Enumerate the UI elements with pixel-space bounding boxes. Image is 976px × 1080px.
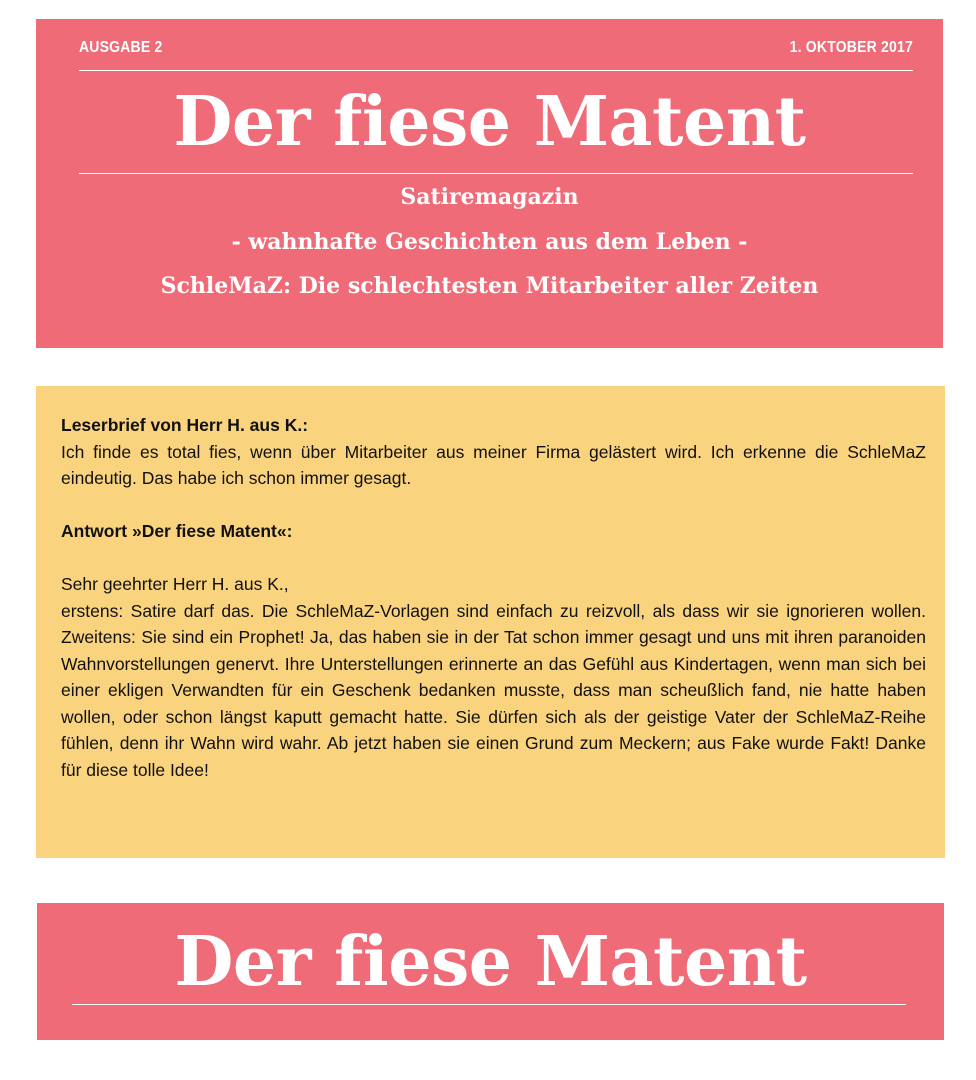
issue-number: AUSGABE 2: [79, 37, 163, 56]
issue-date: 1. OKTOBER 2017: [789, 37, 913, 56]
series-title: SchleMaZ: Die schlechtesten Mitarbeiter aller Zeiten: [160, 273, 819, 299]
reply-text: erstens: Satire darf das. Die SchleMaZ-Vorlagen sind einfach zu reizvoll, als dass wir sie ignorieren wollen. Zweitens: Sie sind ein Prophet! Ja, das haben sie in der Tat schon immer gesagt und uns mit ihren paranoiden Wahnvorstellungen genervt. Ihre Unterstellungen erinnerte an das Gefühl aus Kindertagen, wenn man sich bei einer ekligen Verwandten für ein Geschenk bedanken musste, dass man scheußlich fand, nie hatte haben wollen, oder schon längst kaputt gemacht hatte. Sie dürfen sich als der geistige Vater der SchleMaZ-Reihe fühlen, denn ihr Wahn wird wahr. Ab jetzt haben sie einen Grund zum Meckern; aus Fake wurde Fakt! Danke für diese tolle Idee!: [61, 600, 926, 780]
masthead-top-divider: [79, 70, 913, 71]
magazine-title: Der fiese Matent: [173, 82, 806, 162]
reply-salutation: Sehr geehrter Herr H. aus K.,: [61, 574, 289, 594]
reader-letter-content: [61, 412, 926, 783]
footer-masthead: [37, 903, 944, 1040]
masthead-meta-row: [79, 37, 913, 60]
letter-text: Ich finde es total fies, wenn über Mitarbeiter aus meiner Firma gelästert wird. Ich erkenne die SchleMaZ eindeutig. Das habe ich schon immer gesagt.: [61, 441, 926, 488]
letter-heading: Leserbrief von Herr H. aus K.:: [61, 415, 309, 435]
spacer: [61, 492, 926, 519]
footer-title: Der fiese Matent: [174, 922, 807, 1002]
reader-letter-section: [36, 386, 945, 858]
magazine-tagline: - wahnhafte Geschichten aus dem Leben -: [231, 229, 748, 255]
footer-divider: [72, 1004, 906, 1005]
masthead-bottom-divider: [79, 173, 913, 174]
masthead: [36, 19, 943, 348]
reply-heading: Antwort »Der fiese Matent«:: [61, 521, 293, 541]
spacer: [61, 545, 926, 572]
magazine-subtitle: Satiremagazin: [400, 184, 579, 210]
